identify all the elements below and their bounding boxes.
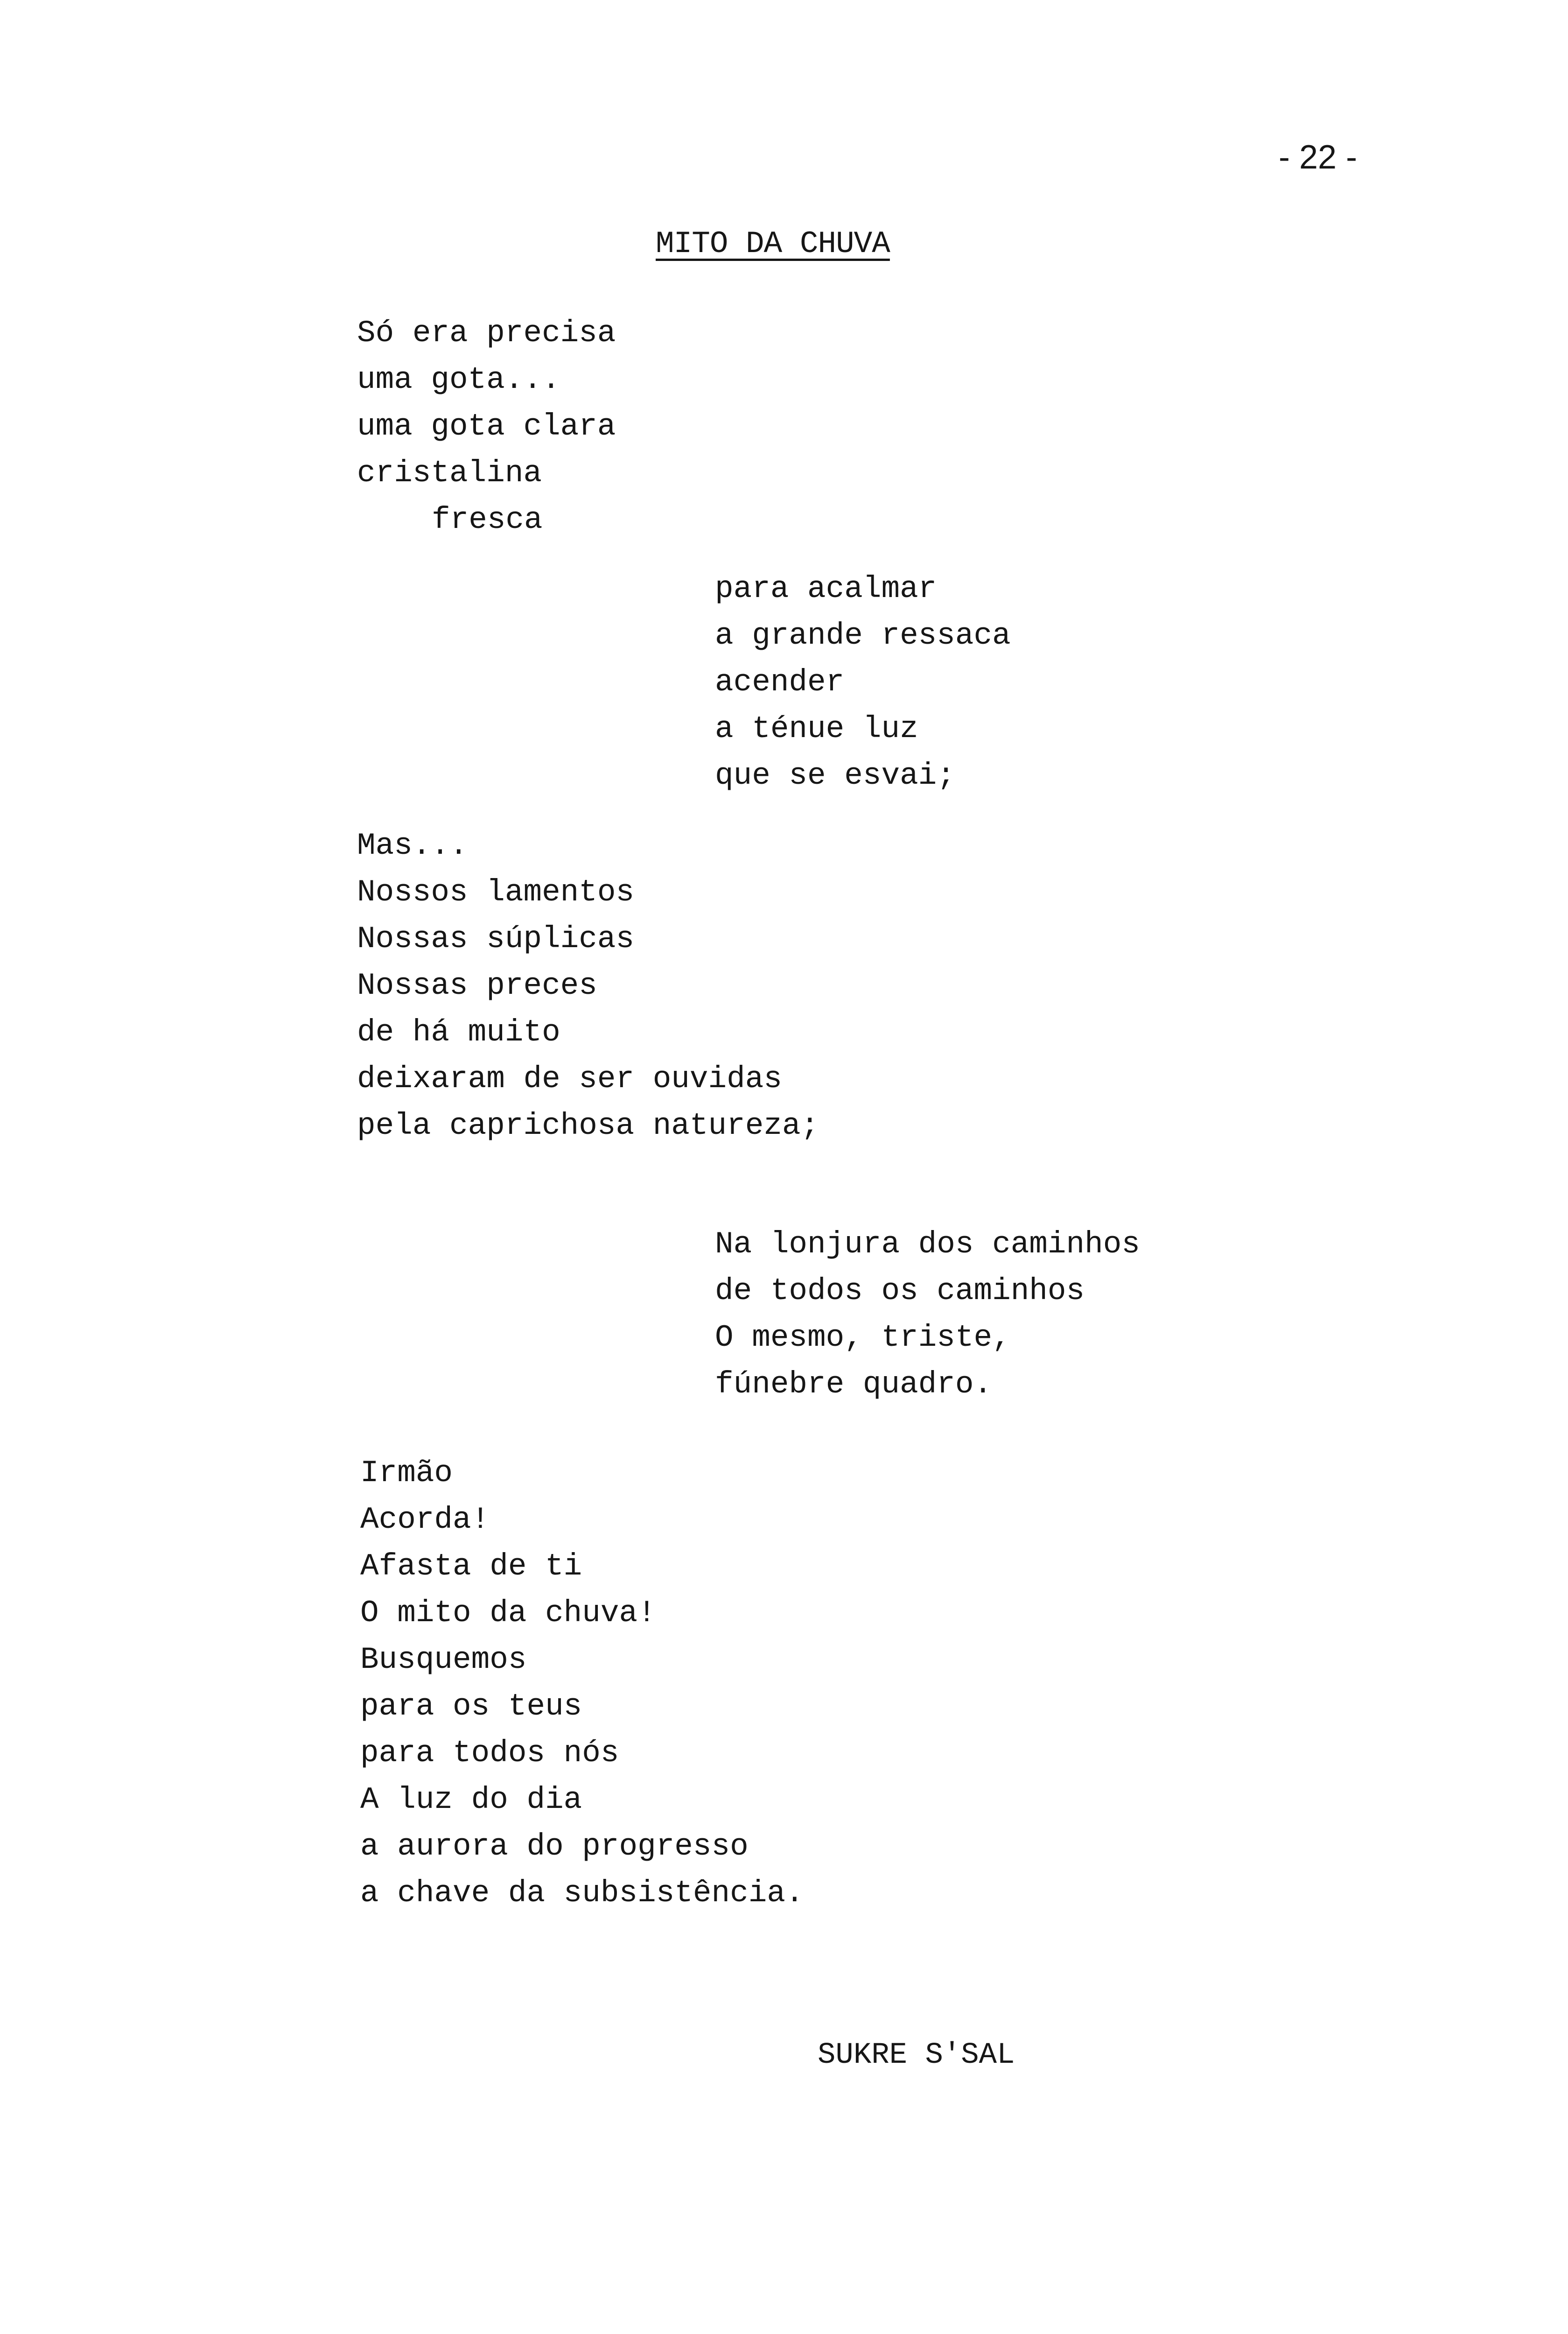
poem-title: MITO DA CHUVA — [656, 226, 890, 261]
poem-line: Mas... — [357, 828, 468, 863]
poem-line: O mito da chuva! — [360, 1596, 656, 1631]
poem-line: Busquemos — [360, 1642, 527, 1677]
author-signature: SUKRE S'SAL — [818, 2039, 1015, 2072]
poem-line: acender — [715, 665, 845, 700]
poem-line: Nossas preces — [357, 968, 597, 1003]
poem-line: a ténue luz — [715, 711, 918, 746]
stanza-4 — [715, 1221, 1140, 1408]
poem-line: Irmão — [360, 1455, 453, 1490]
stanza-1 — [357, 310, 616, 543]
poem-line: Nossos lamentos — [357, 875, 635, 910]
poem-line: que se esvai; — [715, 758, 955, 793]
poem-line: uma gota... — [357, 362, 560, 397]
page-number: - 22 - — [1279, 139, 1358, 176]
poem-line: cristalina — [357, 456, 542, 491]
poem-line: deixaram de ser ouvidas — [357, 1062, 782, 1097]
poem-line: Na lonjura dos caminhos — [715, 1227, 1140, 1262]
poem-line: para acalmar — [715, 571, 937, 606]
poem-line: de há muito — [357, 1015, 560, 1050]
poem-line: de todos os caminhos — [715, 1273, 1085, 1308]
poem-line: para os teus — [360, 1689, 582, 1724]
poem-line: para todos nós — [360, 1736, 619, 1771]
poem-line: Só era precisa — [357, 316, 616, 351]
poem-line: O mesmo, triste, — [715, 1320, 1011, 1355]
poem-line: Afasta de ti — [360, 1549, 582, 1584]
poem-line: uma gota clara — [357, 409, 616, 444]
poem-line: A luz do dia — [360, 1782, 582, 1817]
poem-line: a aurora do progresso — [360, 1829, 749, 1864]
poem-line: Acorda! — [360, 1502, 490, 1537]
poem-line: fúnebre quadro. — [715, 1367, 993, 1402]
stanza-3 — [357, 823, 819, 1149]
poem-line: pela caprichosa natureza; — [357, 1108, 819, 1143]
poem-line: a grande ressaca — [715, 618, 1011, 653]
stanza-5 — [360, 1450, 804, 1917]
poem-line: a chave da subsistência. — [360, 1876, 804, 1911]
poem-line: Nossas súplicas — [357, 921, 635, 956]
stanza-2 — [715, 566, 1011, 799]
poem-line: fresca — [432, 502, 543, 537]
